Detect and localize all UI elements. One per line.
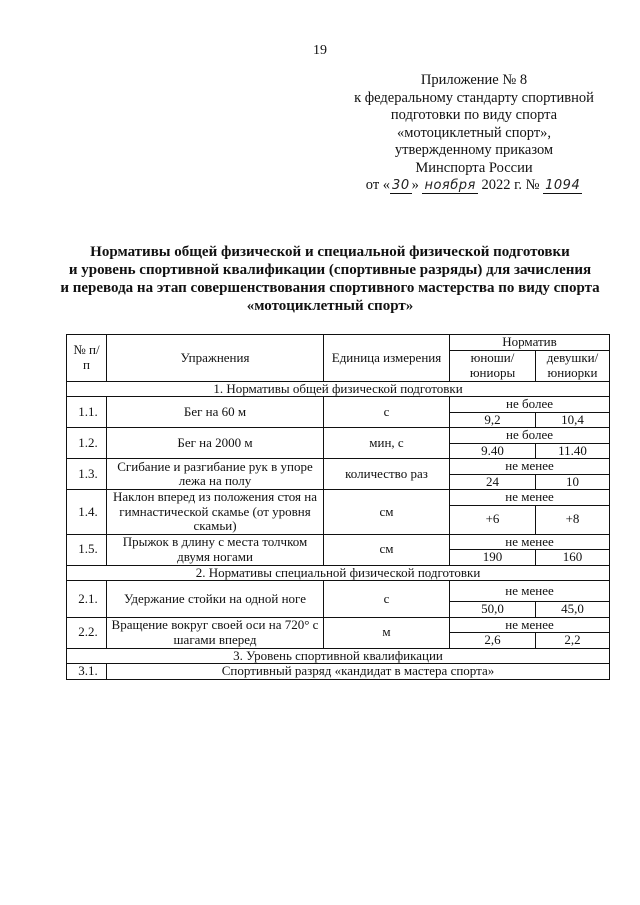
row-exercise: Наклон вперед из положения стоя на гимнастической скамье (от уровня скамьи)	[107, 490, 324, 535]
appendix-line: подготовки по виду спорта	[390, 107, 558, 123]
title-line: «мотоциклетный спорт»	[246, 298, 414, 314]
section-row	[67, 381, 610, 397]
table-row	[67, 428, 610, 444]
row-boys-value: 9.40	[450, 443, 536, 459]
row-condition: не менее	[450, 581, 610, 602]
section-title: 3. Уровень спортивной квалификации	[67, 648, 610, 664]
row-girls-value: 2,2	[536, 633, 610, 649]
row-condition: не более	[450, 397, 610, 413]
appendix-block	[340, 72, 608, 195]
appendix-line: утвержденному приказом	[394, 142, 554, 158]
row-exercise: Удержание стойки на одной ноге	[107, 581, 324, 618]
appendix-line: Приложение № 8	[420, 72, 528, 88]
title-line: и перевода на этап совершенствования спортивного мастерства по виду спорта	[60, 280, 600, 296]
date-day-handwritten: 30	[392, 178, 410, 193]
section-title: 1. Нормативы общей физической подготовки	[67, 381, 610, 397]
table-row	[67, 459, 610, 475]
row-unit: см	[324, 490, 450, 535]
table-row	[67, 581, 610, 602]
row-qualification: Спортивный разряд «кандидат в мастера спорта»	[107, 664, 610, 680]
row-boys-value: 24	[450, 474, 536, 490]
table-row	[67, 617, 610, 633]
date-year: 2022 г. №	[481, 177, 540, 193]
row-exercise: Бег на 2000 м	[107, 428, 324, 459]
row-condition: не менее	[450, 490, 610, 506]
row-girls-value: 10,4	[536, 412, 610, 428]
row-boys-value: 2,6	[450, 633, 536, 649]
document-title	[60, 243, 600, 315]
row-unit: с	[324, 397, 450, 428]
row-num: 1.4.	[67, 490, 107, 535]
row-exercise: Вращение вокруг своей оси на 720° с шагами вперед	[107, 617, 324, 648]
appendix-line: Минспорта России	[415, 159, 533, 176]
row-num: 1.1.	[67, 397, 107, 428]
row-unit: количество раз	[324, 459, 450, 490]
row-exercise: Прыжок в длину с места толчком двумя ногами	[107, 534, 324, 565]
row-condition: не более	[450, 428, 610, 444]
row-unit: мин, с	[324, 428, 450, 459]
date-mid: »	[411, 177, 419, 193]
date-month-handwritten: ноября	[424, 178, 476, 193]
row-num: 3.1.	[67, 664, 107, 680]
row-boys-value: 190	[450, 550, 536, 566]
section-row	[67, 565, 610, 581]
title-line: Нормативы общей физической и специальной физической подготовки	[90, 244, 570, 260]
row-num: 2.1.	[67, 581, 107, 618]
table-row	[67, 397, 610, 413]
order-number-handwritten: 1094	[545, 178, 581, 193]
row-exercise: Бег на 60 м	[107, 397, 324, 428]
page-number: 19	[313, 43, 327, 58]
row-unit: м	[324, 617, 450, 648]
date-prefix: от «	[365, 177, 391, 193]
table-row	[67, 490, 610, 506]
row-girls-value: 10	[536, 474, 610, 490]
header-norm: Норматив	[450, 335, 610, 351]
row-girls-value: 45,0	[536, 602, 610, 618]
row-girls-value: +8	[536, 505, 610, 534]
title-line: и уровень спортивной квалификации (спортивные разряды) для зачисления	[68, 262, 592, 278]
header-boys: юноши/ юниоры	[450, 350, 536, 381]
row-boys-value: +6	[450, 505, 536, 534]
row-condition: не менее	[450, 534, 610, 550]
row-girls-value: 11.40	[536, 443, 610, 459]
table-row	[67, 664, 610, 680]
row-num: 1.5.	[67, 534, 107, 565]
row-unit: см	[324, 534, 450, 565]
row-exercise: Сгибание и разгибание рук в упоре лежа на полу	[107, 459, 324, 490]
header-num: № п/п	[67, 335, 107, 382]
appendix-line: к федеральному стандарту спортивной	[354, 89, 594, 106]
header-girls: девушки/ юниорки	[536, 350, 610, 381]
row-num: 2.2.	[67, 617, 107, 648]
appendix-line: «мотоциклетный спорт»,	[396, 124, 552, 141]
header-unit: Единица измерения	[324, 335, 450, 382]
row-num: 1.3.	[67, 459, 107, 490]
row-unit: с	[324, 581, 450, 618]
row-condition: не менее	[450, 617, 610, 633]
row-num: 1.2.	[67, 428, 107, 459]
row-boys-value: 50,0	[450, 602, 536, 618]
row-boys-value: 9,2	[450, 412, 536, 428]
header-exercise: Упражнения	[107, 335, 324, 382]
row-girls-value: 160	[536, 550, 610, 566]
section-title: 2. Нормативы специальной физической подготовки	[67, 565, 610, 581]
table-row	[67, 534, 610, 550]
row-condition: не менее	[450, 459, 610, 475]
header-row	[67, 335, 610, 351]
order-date-line	[340, 177, 608, 195]
section-row	[67, 648, 610, 664]
norms-table	[66, 334, 610, 680]
